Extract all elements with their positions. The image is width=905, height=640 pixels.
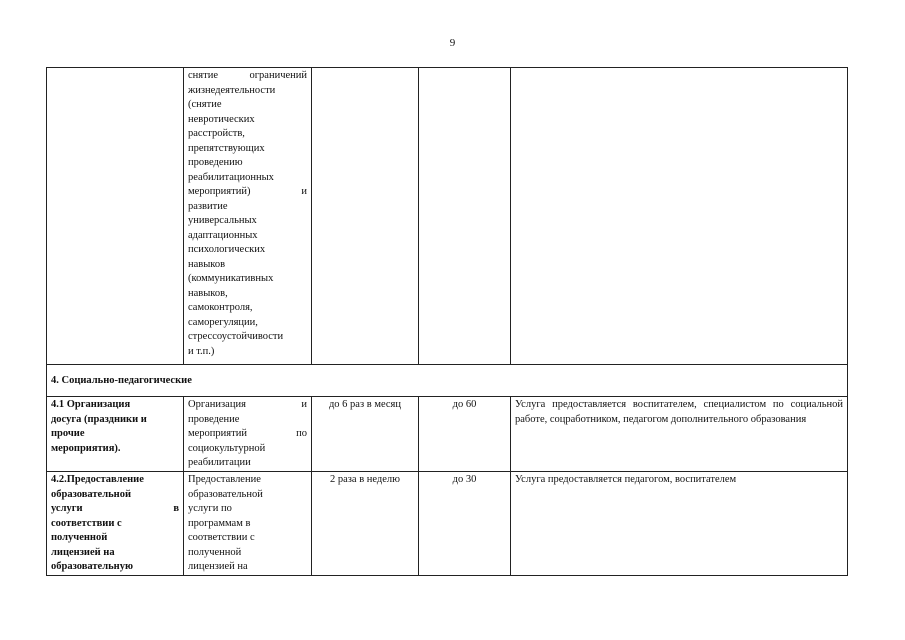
- description-cell: [184, 397, 312, 472]
- conditions-cell: Услуга предоставляется воспитателем, специалистом по социальной работе, соцработником, педагогом дополнительного образования: [511, 397, 848, 472]
- text-line: (снятие: [188, 99, 222, 110]
- text-line: реабилитационных: [188, 171, 274, 183]
- text-line: реабилитации: [188, 457, 251, 468]
- text-line: мероприятий) и: [188, 186, 307, 197]
- duration-cell: до 60: [419, 397, 511, 472]
- page-number: 9: [449, 37, 456, 49]
- text-line: проведение: [188, 413, 240, 425]
- text-line: расстройств,: [188, 128, 245, 139]
- text-line: адаптационных: [188, 229, 258, 241]
- text-line: психологических: [188, 244, 266, 255]
- services-table: [46, 67, 848, 576]
- text-line: образовательной: [188, 488, 263, 500]
- section-heading-row: [47, 365, 848, 397]
- frequency-cell: до 6 раз в месяц: [312, 397, 419, 472]
- text-line: досуга (праздники и: [51, 413, 147, 425]
- text-line: Предоставление: [188, 474, 261, 485]
- text-line: лицензией на: [188, 561, 248, 572]
- frequency-cell: 2 раза в неделю: [312, 472, 419, 576]
- text-line: образовательной: [51, 488, 131, 500]
- service-cell: [47, 397, 184, 472]
- text-line: (коммуникативных: [188, 273, 274, 284]
- text-line: полученной: [188, 546, 242, 558]
- text-line: мероприятий по: [188, 428, 307, 439]
- conditions-cell: Услуга предоставляется педагогом, воспитателем: [511, 472, 848, 576]
- text-line: соответствии с: [188, 532, 255, 543]
- section-heading: 4. Социально-педагогические: [47, 365, 848, 397]
- text-line: невротических: [188, 113, 255, 125]
- text-line: навыков: [188, 258, 226, 270]
- table-row: [47, 472, 848, 576]
- table-row: [47, 397, 848, 472]
- text-line: развитие: [188, 200, 228, 212]
- frequency-cell: [312, 68, 419, 365]
- text-line: Организация и: [188, 399, 307, 410]
- text-line: 4.1 Организация: [51, 399, 131, 410]
- description-cell: [184, 68, 312, 365]
- text-line: препятствующих: [188, 142, 265, 154]
- conditions-cell: [511, 68, 848, 365]
- text-line: 4.2.Предоставление: [51, 474, 144, 485]
- text-line: навыков,: [188, 287, 228, 299]
- text-line: самоконтроля,: [188, 302, 253, 313]
- text-line: услуги по: [188, 503, 232, 514]
- text-line: образовательную: [51, 561, 133, 572]
- text-line: универсальных: [188, 215, 257, 226]
- text-line: проведению: [188, 157, 243, 168]
- duration-cell: до 30: [419, 472, 511, 576]
- text-line: мероприятия).: [51, 442, 121, 454]
- text-line: саморегуляции,: [188, 316, 258, 328]
- text-line: и т.п.): [188, 345, 215, 357]
- text-line: социокультурной: [188, 442, 266, 454]
- text-line: лицензией на: [51, 546, 115, 558]
- description-cell: [184, 472, 312, 576]
- text-line: жизнедеятельности: [188, 84, 276, 96]
- text-line: снятие ограничений: [188, 70, 307, 81]
- service-cell: [47, 68, 184, 365]
- duration-cell: [419, 68, 511, 365]
- table-row-continuation: [47, 68, 848, 365]
- text-line: полученной: [51, 532, 108, 543]
- text-line: услуги в: [51, 503, 179, 514]
- text-line: прочие: [51, 428, 85, 439]
- text-line: стрессоустойчивости: [188, 331, 284, 342]
- text-line: программам в: [188, 517, 251, 529]
- service-cell: [47, 472, 184, 576]
- text-line: соответствии с: [51, 517, 122, 529]
